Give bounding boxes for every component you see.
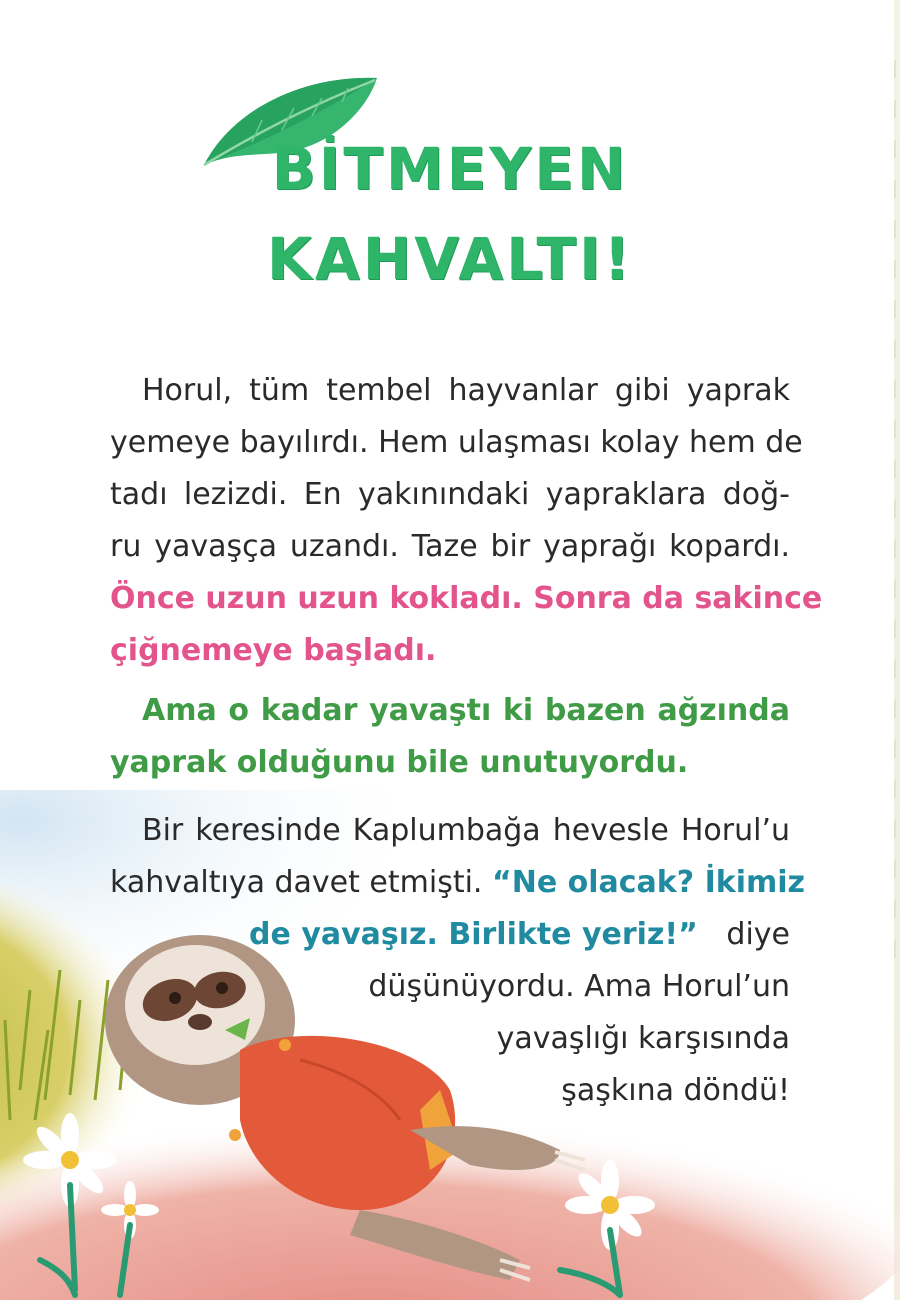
paragraph-2 [110,685,790,789]
highlighted-text-line: Önce uzun uzun kokladı. Sonra da sakince [110,581,823,616]
highlighted-text-line: çiğnemeye başladı. [110,633,437,668]
highlighted-quote: “Ne olacak? İkimiz [492,865,805,900]
paragraph-1 [110,365,823,677]
text-line [110,909,790,961]
text-segment: diye [726,917,790,952]
highlighted-text-line: Ama o kadar yavaştı ki bazen ağzında [142,693,790,728]
text-line: şaşkına döndü! [561,1073,790,1108]
text-line: düşünüyordu. Ama Horul’un [368,969,790,1004]
text-line: Horul, tüm tembel hayvanlar gibi yaprak [142,373,790,408]
text-segment: kahvaltıya davet etmişti. [110,865,483,900]
text-line [110,857,805,909]
text-line: Bir keresinde Kaplumbağa hevesle Horul’u [142,813,790,848]
highlighted-text-line: yaprak olduğunu bile unutuyordu. [110,745,689,780]
paragraph-3 [110,805,805,1117]
text-line: tadı lezizdi. En yakınındaki yapraklara doğ- [110,477,790,512]
page-title-line-2: KAHVALTI! [266,225,634,293]
text-line: yavaşlığı karşısında [496,1021,790,1056]
text-line: yemeye bayılırdı. Hem ulaşması kolay hem de [110,425,803,460]
page-title-line-1: BİTMEYEN [271,135,629,203]
text-line: ru yavaşça uzandı. Taze bir yaprağı kopardı. [110,529,790,564]
highlighted-quote: de yavaşız. Birlikte yeriz!” [249,917,698,952]
